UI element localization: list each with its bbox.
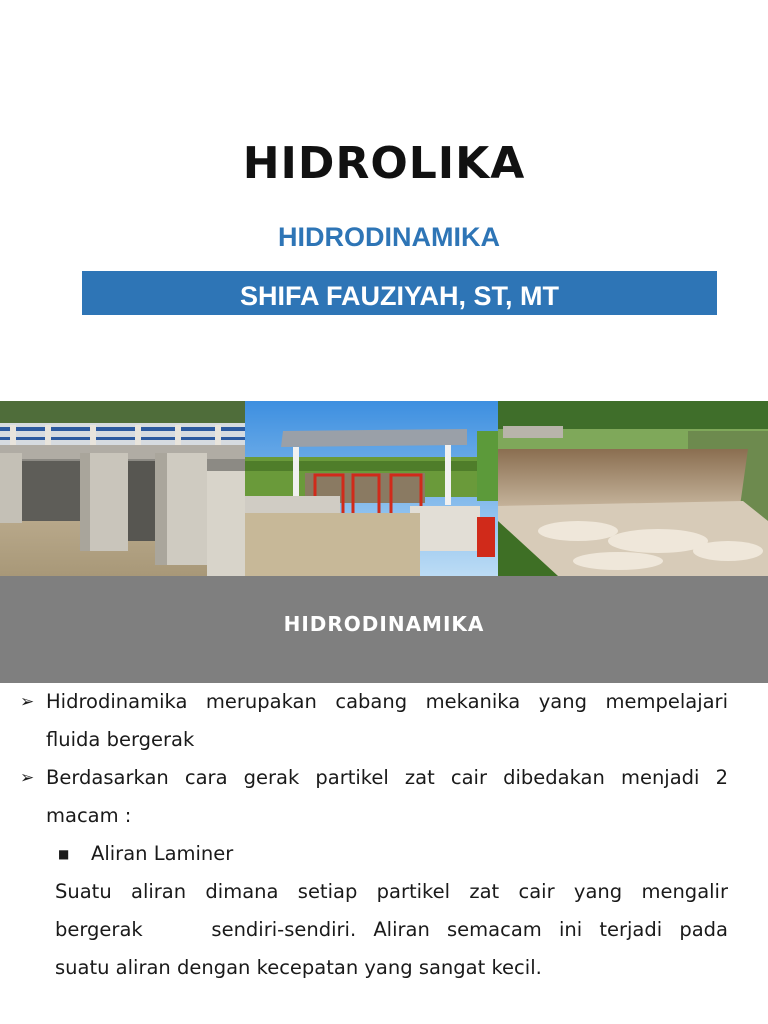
sub-item-text: Aliran Laminer [91,842,234,865]
list-item [20,759,728,835]
arrowhead-bullet-icon: ➢ [20,692,35,712]
description-paragraph [20,873,728,987]
paragraph-line: suatu aliran dengan kecepatan yang sangat kecil. [55,956,542,979]
list-item [20,683,728,759]
author-name: SHIFA FAUZIYAH, ST, MT [239,281,560,311]
content-body [20,683,728,987]
waterfall-weir-photo [498,401,768,576]
bullet-text: Berdasarkan cara gerak partikel zat cair dibedakan menjadi 2 [46,766,728,789]
square-bullet-icon: ■ [58,847,70,861]
author-banner [82,271,717,315]
section-heading-band [0,576,768,683]
section-heading: HIDRODINAMIKA [283,612,485,636]
paragraph-line: Suatu aliran dimana setiap partikel zat cair yang mengalir [55,880,728,903]
paragraph-line: bergerak sendiri-sendiri. Aliran semacam ini terjadi pada [55,918,728,941]
slide-subtitle: HIDRODINAMIKA [278,222,500,252]
photo-strip [0,401,768,576]
canal-gate-photo [245,401,498,576]
bullet-text: Hidrodinamika merupakan cabang mekanika yang mempelajari [46,690,728,713]
bullet-text: macam : [46,804,132,827]
sub-list-item [20,835,728,873]
weir-gate-photo [0,401,245,576]
arrowhead-bullet-icon: ➢ [20,768,35,788]
bullet-text: fluida bergerak [46,728,195,751]
slide-title: HIDROLIKA [242,138,526,189]
